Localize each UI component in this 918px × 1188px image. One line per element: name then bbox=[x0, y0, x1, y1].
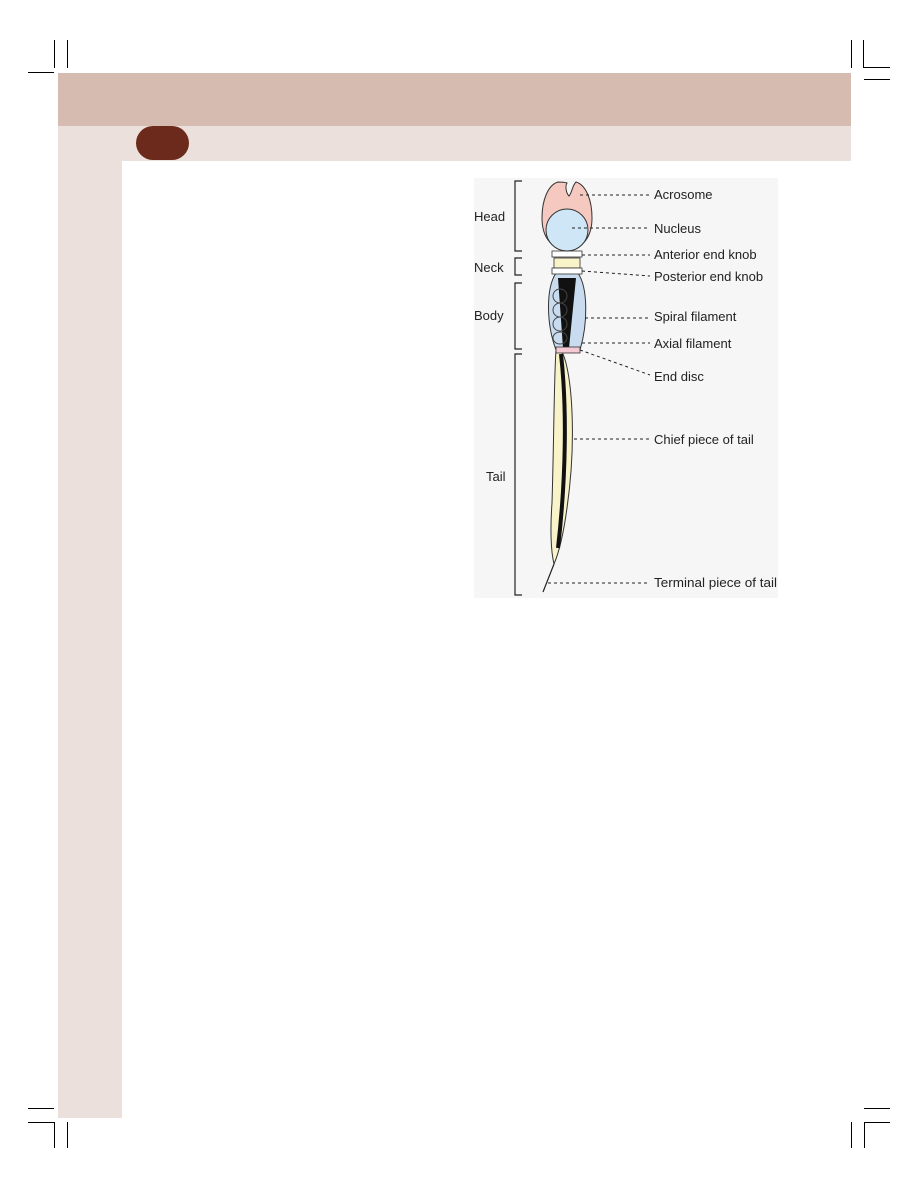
crop-mark bbox=[851, 40, 852, 68]
neck-segment bbox=[554, 258, 580, 268]
terminal-piece bbox=[543, 564, 554, 592]
crop-mark bbox=[864, 67, 890, 68]
crop-mark bbox=[28, 1108, 54, 1109]
crop-mark bbox=[67, 1122, 68, 1148]
crop-mark bbox=[863, 40, 864, 68]
crop-mark bbox=[864, 1122, 865, 1148]
sperm-diagram-svg bbox=[474, 178, 778, 598]
neck-bracket bbox=[515, 258, 522, 275]
label-end-disc: End disc bbox=[654, 369, 704, 384]
crop-mark bbox=[864, 1122, 890, 1123]
head-bracket bbox=[515, 181, 522, 251]
label-posterior-end-knob: Posterior end knob bbox=[654, 269, 764, 284]
crop-mark bbox=[54, 40, 55, 68]
label-axial-filament: Axial filament bbox=[654, 336, 732, 351]
label-spiral-filament: Spiral filament bbox=[654, 309, 737, 324]
crop-mark bbox=[28, 1122, 54, 1123]
group-label-body: Body bbox=[474, 308, 504, 323]
header-band bbox=[58, 73, 851, 126]
chapter-pill bbox=[136, 126, 189, 160]
crop-mark bbox=[67, 40, 68, 68]
group-brackets bbox=[515, 181, 522, 595]
crop-mark bbox=[864, 1108, 890, 1109]
nucleus bbox=[546, 209, 588, 251]
sperm-diagram bbox=[474, 178, 778, 598]
posterior-end-knob bbox=[552, 268, 582, 274]
label-acrosome: Acrosome bbox=[654, 187, 713, 202]
label-terminal-piece: Terminal piece of tail bbox=[654, 575, 778, 590]
crop-mark bbox=[54, 1122, 55, 1148]
body-bracket bbox=[515, 283, 522, 349]
group-label-head: Head bbox=[474, 209, 506, 224]
group-label-tail: Tail bbox=[486, 469, 506, 484]
crop-mark bbox=[28, 72, 54, 73]
label-nucleus: Nucleus bbox=[654, 221, 701, 236]
group-label-neck: Neck bbox=[474, 260, 504, 275]
tail-bracket bbox=[515, 354, 522, 595]
side-margin-band bbox=[58, 161, 122, 1118]
crop-mark bbox=[851, 1122, 852, 1148]
end-disc bbox=[556, 347, 580, 353]
label-chief-piece: Chief piece of tail bbox=[654, 432, 754, 447]
label-anterior-end-knob: Anterior end knob bbox=[654, 247, 757, 262]
anterior-end-knob bbox=[552, 251, 582, 257]
crop-mark bbox=[864, 79, 890, 80]
